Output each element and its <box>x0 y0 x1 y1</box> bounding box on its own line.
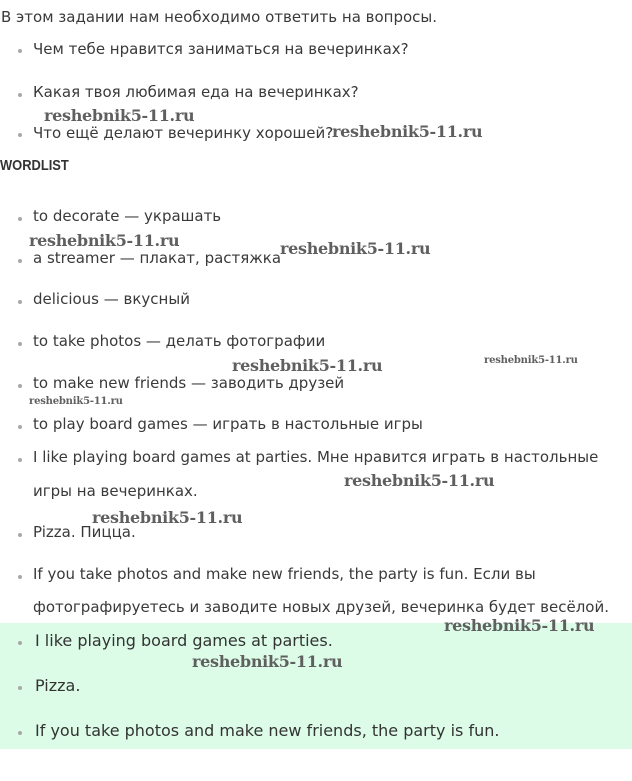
watermark: reshebnik5-11.ru <box>29 396 123 407</box>
question-item: Чем тебе нравится заниматься на вечеринках? <box>33 40 409 58</box>
bullet <box>18 641 22 645</box>
answer-line: игры на вечеринках. <box>33 482 198 500</box>
bullet <box>18 259 22 263</box>
answer-line: I like playing board games at parties. Мне нравится играть в настольные <box>33 448 599 466</box>
watermark: reshebnik5-11.ru <box>484 355 578 366</box>
bullet <box>18 458 22 462</box>
wordlist-item: a streamer — плакат, растяжка <box>33 249 282 267</box>
wordlist-item: to play board games — играть в настольные игры <box>33 415 423 433</box>
answer-line: Pizza. Пицца. <box>33 523 136 541</box>
watermark: reshebnik5-11.ru <box>444 616 595 635</box>
intro-text: В этом задании нам необходимо ответить на вопросы. <box>1 8 438 26</box>
bullet <box>18 217 22 221</box>
bullet <box>18 49 22 53</box>
answer-line: If you take photos and make new friends, the party is fun. Если вы <box>33 565 536 583</box>
final-answer: I like playing board games at parties. <box>35 631 333 650</box>
bullet <box>18 686 22 690</box>
watermark: reshebnik5-11.ru <box>344 471 495 490</box>
watermark: reshebnik5-11.ru <box>44 106 195 125</box>
bullet <box>18 575 22 579</box>
bullet <box>18 300 22 304</box>
bullet <box>18 93 22 97</box>
watermark: reshebnik5-11.ru <box>29 231 180 250</box>
final-answer: If you take photos and make new friends, the party is fun. <box>35 721 500 740</box>
bullet <box>18 731 22 735</box>
watermark: reshebnik5-11.ru <box>232 356 383 375</box>
bullet <box>18 384 22 388</box>
watermark: reshebnik5-11.ru <box>92 508 243 527</box>
wordlist-item: to take photos — делать фотографии <box>33 332 326 350</box>
wordlist-heading: WORDLIST <box>0 157 69 174</box>
bullet <box>18 425 22 429</box>
bullet <box>18 342 22 346</box>
watermark: reshebnik5-11.ru <box>332 122 483 141</box>
watermark: reshebnik5-11.ru <box>192 652 343 671</box>
final-answer: Pizza. <box>35 676 81 695</box>
answer-line: фотографируетесь и заводите новых друзей, вечеринка будет весёлой. <box>33 598 609 616</box>
question-item: Что ещё делают вечеринку хорошей? <box>33 124 334 142</box>
bullet <box>18 133 22 137</box>
wordlist-item: to decorate — украшать <box>33 207 222 225</box>
bullet <box>18 533 22 537</box>
wordlist-item: delicious — вкусный <box>33 290 190 308</box>
question-item: Какая твоя любимая еда на вечеринках? <box>33 83 359 101</box>
watermark: reshebnik5-11.ru <box>280 239 431 258</box>
wordlist-item: to make new friends — заводить друзей <box>33 374 345 392</box>
